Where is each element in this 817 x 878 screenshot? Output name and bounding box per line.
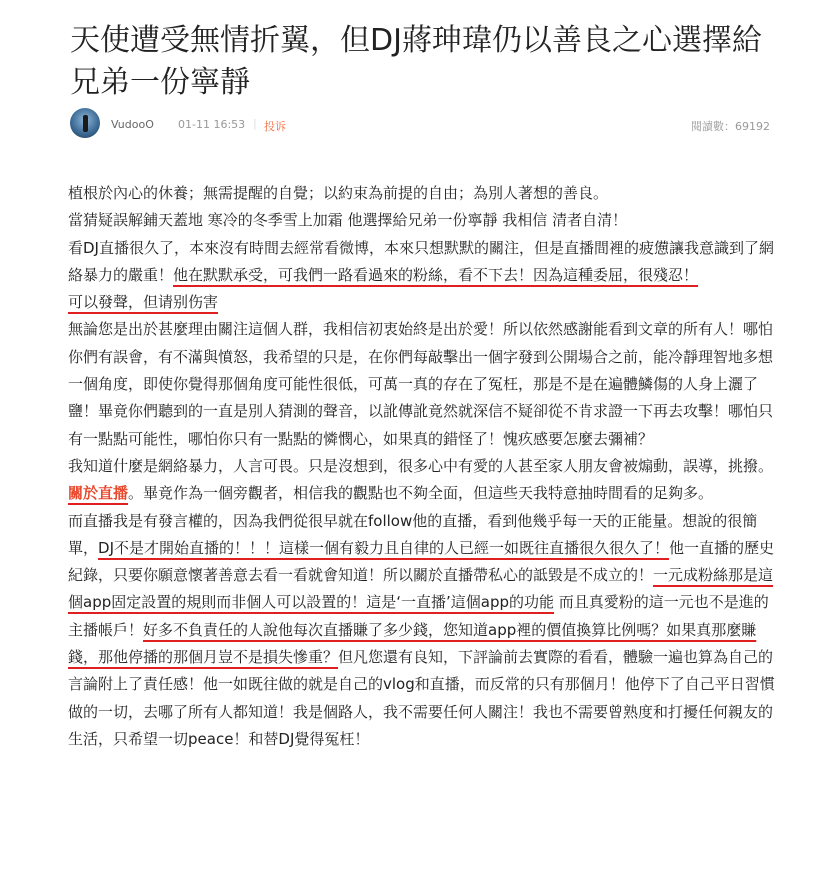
text-run: 他一直播的歷史紀錄，只要你願意懷著善意去看一看就會知道！所以關於直播帶私心的詆毀是不成立的！	[68, 538, 775, 585]
divider: |	[253, 117, 257, 130]
underlined-text: 一元成粉絲那是這個app固定設置的規則而非個人可以設置的！這是‘一直播’這個app的功能	[68, 566, 774, 612]
paragraph	[68, 480, 780, 507]
avatar[interactable]	[70, 108, 100, 138]
text-run: 而且真愛粉的這一元也不是進的主播帳戶！	[68, 593, 769, 639]
report-link[interactable]: 投诉	[264, 120, 286, 133]
paragraph	[68, 235, 780, 290]
article-title: 天使遭受無情折翼，但DJ蔣珅瑋仍以善良之心選擇給兄弟一份寧靜	[70, 23, 762, 100]
paragraph	[68, 508, 780, 754]
text-run: 但凡您還有良知，下評論前去實際的看看，體驗一遍也算為自己的言論附上了責任感！他一如既往做的就是自己的vlog和直播，而反常的只有那個月！他停下了自己平日習慣做的一切，去哪了所有人都知道！我是個路人，我不需要任何人關注！我也不需要曾熟度和打擾任何親友的生活，只希望一切peace！和替DJ覺得冤枉！	[68, 648, 775, 748]
author-name[interactable]: VudooO	[111, 118, 154, 131]
section-heading: 關於直播	[68, 484, 129, 503]
paragraph: 無論您是出於甚麼理由關注這個人群，我相信初衷始終是出於愛！所以依然感謝能看到文章的所有人！哪怕你們有誤會，有不滿與憤怒，我希望的只是，在你們每敲擊出一個字發到公開場合之前，能冷靜理智地多想一個角度，即使你覺得那個角度可能性很低，可萬一真的存在了冤枉，那是不是在遍體鱗傷的人身上灑了鹽！畢竟你們聽到的一直是別人猜測的聲音，以訛傳訛竟然就深信不疑卻從不肯求證一下再去攻擊！哪怕只有一點點可能性，哪怕你只有一點點的憐憫心，如果真的錯怪了！愧疚感要怎麼去彌補？	[68, 320, 774, 448]
publish-time: 01-11 16:53	[178, 118, 246, 131]
text-run: 而直播我是有發言權的，因為我們從很早就在follow他的直播，看到他幾乎每一天的正能量。想說的很簡單，	[68, 511, 758, 557]
underlined-heading: 可以發聲，但请别伤害	[68, 293, 219, 312]
text-run: 看DJ直播很久了，本來沒有時間去經常看微博，本來只想默默的關注，但是直播間裡的疲憊讓我意識到了網絡暴力的嚴重！	[68, 238, 774, 284]
article-meta	[70, 108, 770, 140]
avatar-figure	[83, 115, 88, 132]
text-run: 。畢竟作為一個旁觀者，相信我的觀點也不夠全面，但這些天我特意抽時間看的足夠多。	[128, 484, 714, 503]
paragraph: 植根於內心的休養；無需提醒的自覺；以約束為前提的自由；為別人著想的善良。	[68, 184, 609, 202]
paragraph: 我知道什麼是網絡暴力，人言可畏。只是沒想到，很多心中有愛的人甚至家人朋友會被煽動，誤導，挑撥。	[68, 456, 774, 475]
paragraph: 當猜疑誤解鋪天蓋地 寒冷的冬季雪上加霜 他選擇給兄弟一份寧靜 我相信 清者自清！	[68, 211, 628, 230]
paragraph	[68, 289, 780, 316]
underlined-text: 好多不負責任的人說他每次直播賺了多少錢，您知道app裡的價值換算比例嗎？如果真那麼賺錢，那他停播的那個月豈不是損失慘重？	[68, 620, 757, 667]
read-count: 閱讀數：69192	[691, 120, 770, 133]
underlined-text: DJ不是才開始直播的！！！這樣一個有毅力且自律的人已經一如既往直播很久很久了！	[98, 538, 669, 557]
underlined-text: 他在默默承受，可我們一路看過來的粉絲，看不下去！因為這種委屈，很殘忍！	[173, 265, 699, 284]
article-body	[68, 180, 780, 753]
